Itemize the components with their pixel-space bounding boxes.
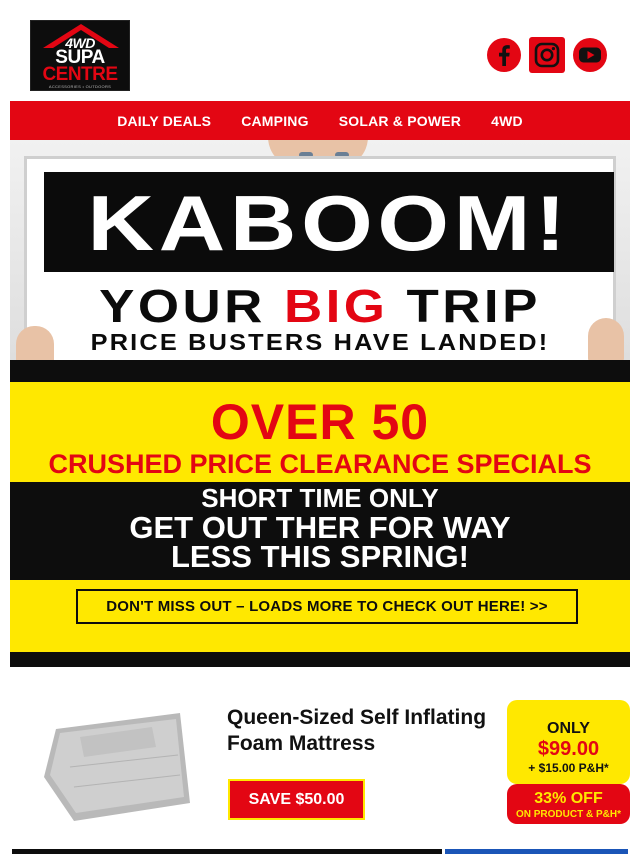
facebook-link[interactable] — [486, 37, 522, 73]
promo-title: OVER 50 — [210, 394, 430, 450]
logo-text-supa: SUPA — [55, 47, 105, 68]
main-nav — [10, 101, 630, 140]
promo-banner[interactable] — [10, 360, 630, 667]
hero-subheadline-your: YOUR — [99, 280, 266, 332]
save-badge-button[interactable]: SAVE $50.00 — [228, 779, 365, 820]
product-card — [10, 667, 630, 854]
logo-text-4wd: 4WD — [65, 35, 95, 51]
hero-subheadline — [10, 280, 630, 332]
hero-subheadline-big: BIG — [283, 280, 389, 332]
nav-item-daily-deals[interactable]: DAILY DEALS — [117, 112, 212, 129]
price-only-label: ONLY — [547, 720, 590, 737]
discount-note: ON PRODUCT & P&H* — [515, 809, 621, 820]
discount-badge — [507, 784, 630, 824]
facebook-icon — [486, 37, 522, 73]
mattress-image[interactable] — [40, 707, 196, 827]
nav-item-camping[interactable]: CAMPING — [241, 112, 309, 129]
logo-text-centre: CENTRE — [42, 64, 118, 85]
next-section-bar-blue — [445, 849, 628, 854]
nav-item-4wd[interactable]: 4WD — [491, 112, 523, 129]
promo-message-line1: SHORT TIME ONLY — [201, 483, 439, 513]
youtube-icon — [572, 37, 608, 73]
brand-logo[interactable] — [30, 20, 130, 91]
instagram-link[interactable] — [529, 37, 565, 73]
price-value: $99.00 — [537, 738, 600, 760]
promo-subtitle: CRUSHED PRICE CLEARANCE SPECIALS — [48, 449, 592, 479]
youtube-link[interactable] — [572, 37, 608, 73]
promo-cta-button[interactable]: DON'T MISS OUT – LOADS MORE TO CHECK OUT HERE! >> — [76, 589, 578, 624]
nav-item-solar-power[interactable]: SOLAR & POWER — [338, 112, 462, 129]
hero-banner[interactable] — [10, 140, 630, 360]
email-header — [10, 0, 630, 101]
logo-tagline: ACCESSORIES • OUTDOORS — [48, 84, 112, 89]
hero-headline: KABOOM! — [87, 179, 571, 267]
product-title[interactable]: Queen-Sized Self Inflating Foam Mattress — [227, 706, 487, 755]
shipping-cost: + $15.00 P&H* — [528, 761, 609, 775]
hero-hand-right — [588, 318, 624, 360]
hero-subheadline-trip: TRIP — [406, 280, 541, 332]
promo-message — [10, 483, 630, 574]
instagram-icon — [529, 37, 565, 73]
hero-tagline: PRICE BUSTERS HAVE LANDED! — [90, 329, 550, 355]
hero-hand-left — [16, 326, 54, 360]
price-box — [507, 700, 630, 784]
discount-percent: 33% OFF — [534, 790, 603, 807]
next-section-bar-black — [12, 849, 442, 854]
promo-message-line2: GET OUT THER FOR WAY — [129, 510, 511, 545]
promo-message-line3: LESS THIS SPRING! — [171, 539, 469, 574]
